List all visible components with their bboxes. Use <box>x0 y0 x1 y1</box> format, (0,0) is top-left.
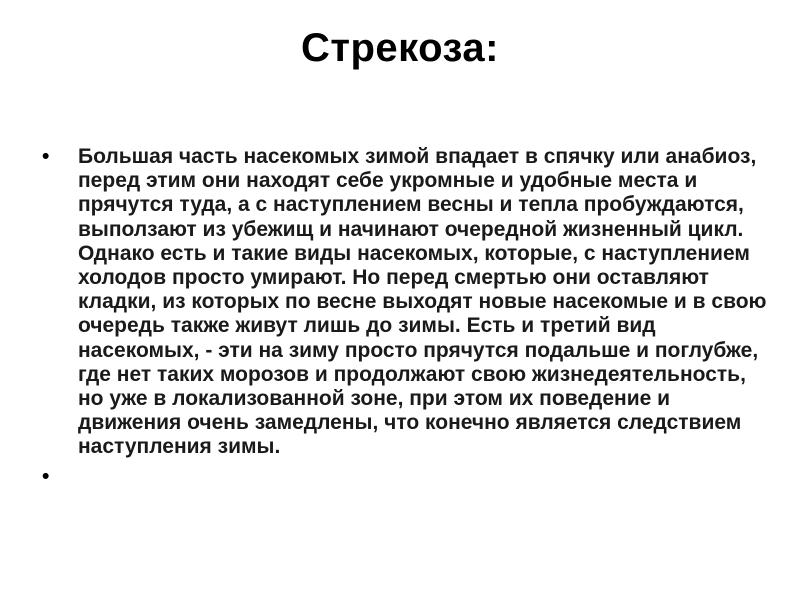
bullet-marker: • <box>42 145 50 168</box>
slide-title: Стрекоза: <box>301 26 499 70</box>
bullet-list <box>40 145 770 489</box>
bullet-text <box>78 465 770 489</box>
bullet-item <box>40 145 770 460</box>
bullet-marker: • <box>42 464 50 488</box>
bullet-text: Большая часть насекомых зимой впадает в спячку или анабиоз, перед этим они находят себе укромные и удобные места и прячутся туда, а с наступлением весны и тепла пробуждаются, выползают из убежищ и начинают очередной жизненный цикл. Однако есть и такие виды насекомых, которые, с наступлением холодов просто умирают. Но перед смертью они оставляют кладки, из которых по весне выходят новые насекомые и в свою очередь также живут лишь до зимы. Есть и третий вид насекомых, - эти на зиму просто прячутся подальше и поглубже, где нет таких морозов и продолжают свою жизнедеятельность, но уже в локализованной зоне, при этом их поведение и движения очень замедлены, что конечно является следствием наступления зимы. <box>78 145 767 459</box>
bullet-item-empty <box>40 465 770 489</box>
